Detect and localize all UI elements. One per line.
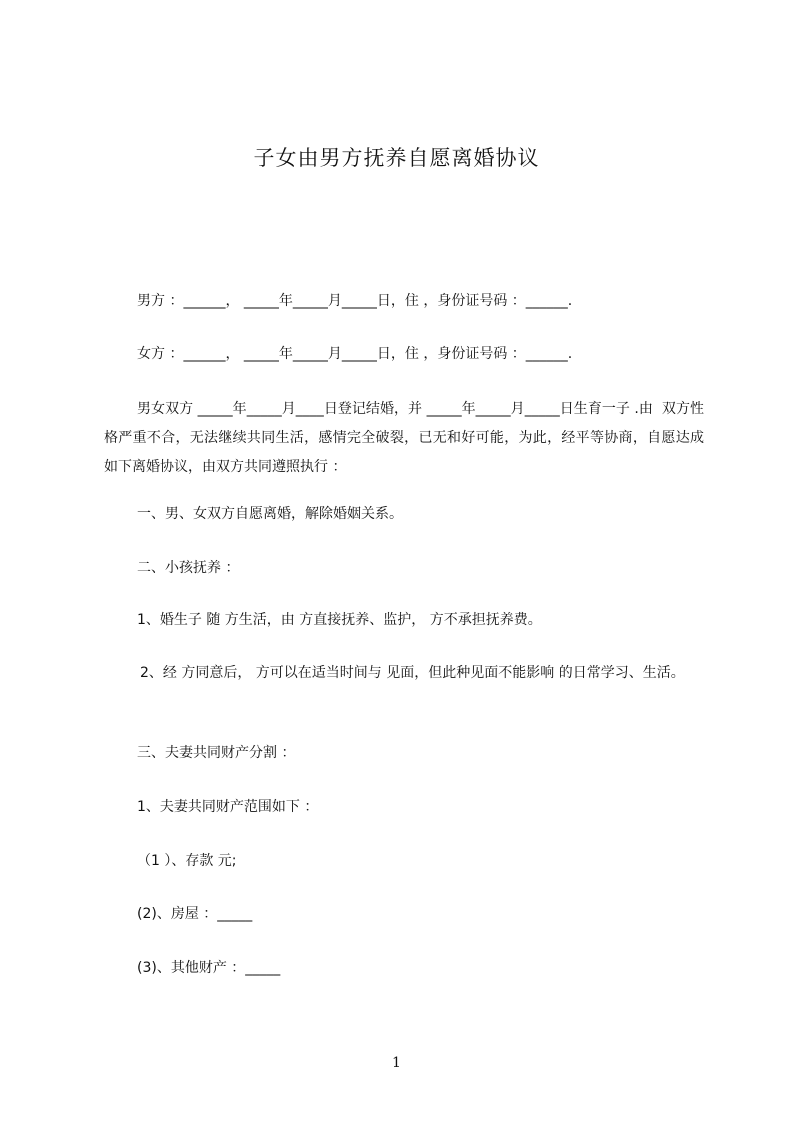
clause-2-heading: 二、小孩抚养 ： xyxy=(137,560,240,576)
clause-2-item-1: 1、婚生子 随 方生活，由 方直接抚养、监护， 方不承担抚养费。 xyxy=(137,612,542,628)
page-number: 1 xyxy=(392,1055,401,1071)
marriage-paragraph: 男女双方 _____年_____月____日登记结婚，并 _____年_____月_____日生育一子 .由 双方性格严重不合，无法继续共同生活，感情完全破裂，已无和好可能，为此，经平等协商，自愿达成如下离婚协议，由双方共同遵照执行 ： xyxy=(104,401,704,475)
clause-3-item-1: 1、夫妻共同财产范围如下 ： xyxy=(137,799,319,815)
clause-3-heading: 三、夫妻共同财产分割 ： xyxy=(137,745,296,761)
property-item-1: （1 ）、存款 元; xyxy=(137,853,237,869)
clause-1: 一、男、女双方自愿离婚，解除婚姻关系。 xyxy=(137,506,403,522)
document-title: 子女由男方抚养自愿离婚协议 xyxy=(253,146,540,170)
wife-info-line: 女方 ：______， _____年_____月_____日，住 ，身份证号码 ：______. xyxy=(137,346,573,362)
property-item-2: (2)、房屋 ：_____ xyxy=(137,906,253,922)
husband-info-line: 男方 ：______， _____年_____月_____日，住 ，身份证号码 ：______. xyxy=(137,293,573,309)
property-item-3: (3)、其他财产 ：_____ xyxy=(137,960,281,976)
clause-2-item-2: 2、经 方同意后， 方可以在适当时间与 见面，但此种见面不能影响 的日常学习、生活。 xyxy=(140,665,685,681)
